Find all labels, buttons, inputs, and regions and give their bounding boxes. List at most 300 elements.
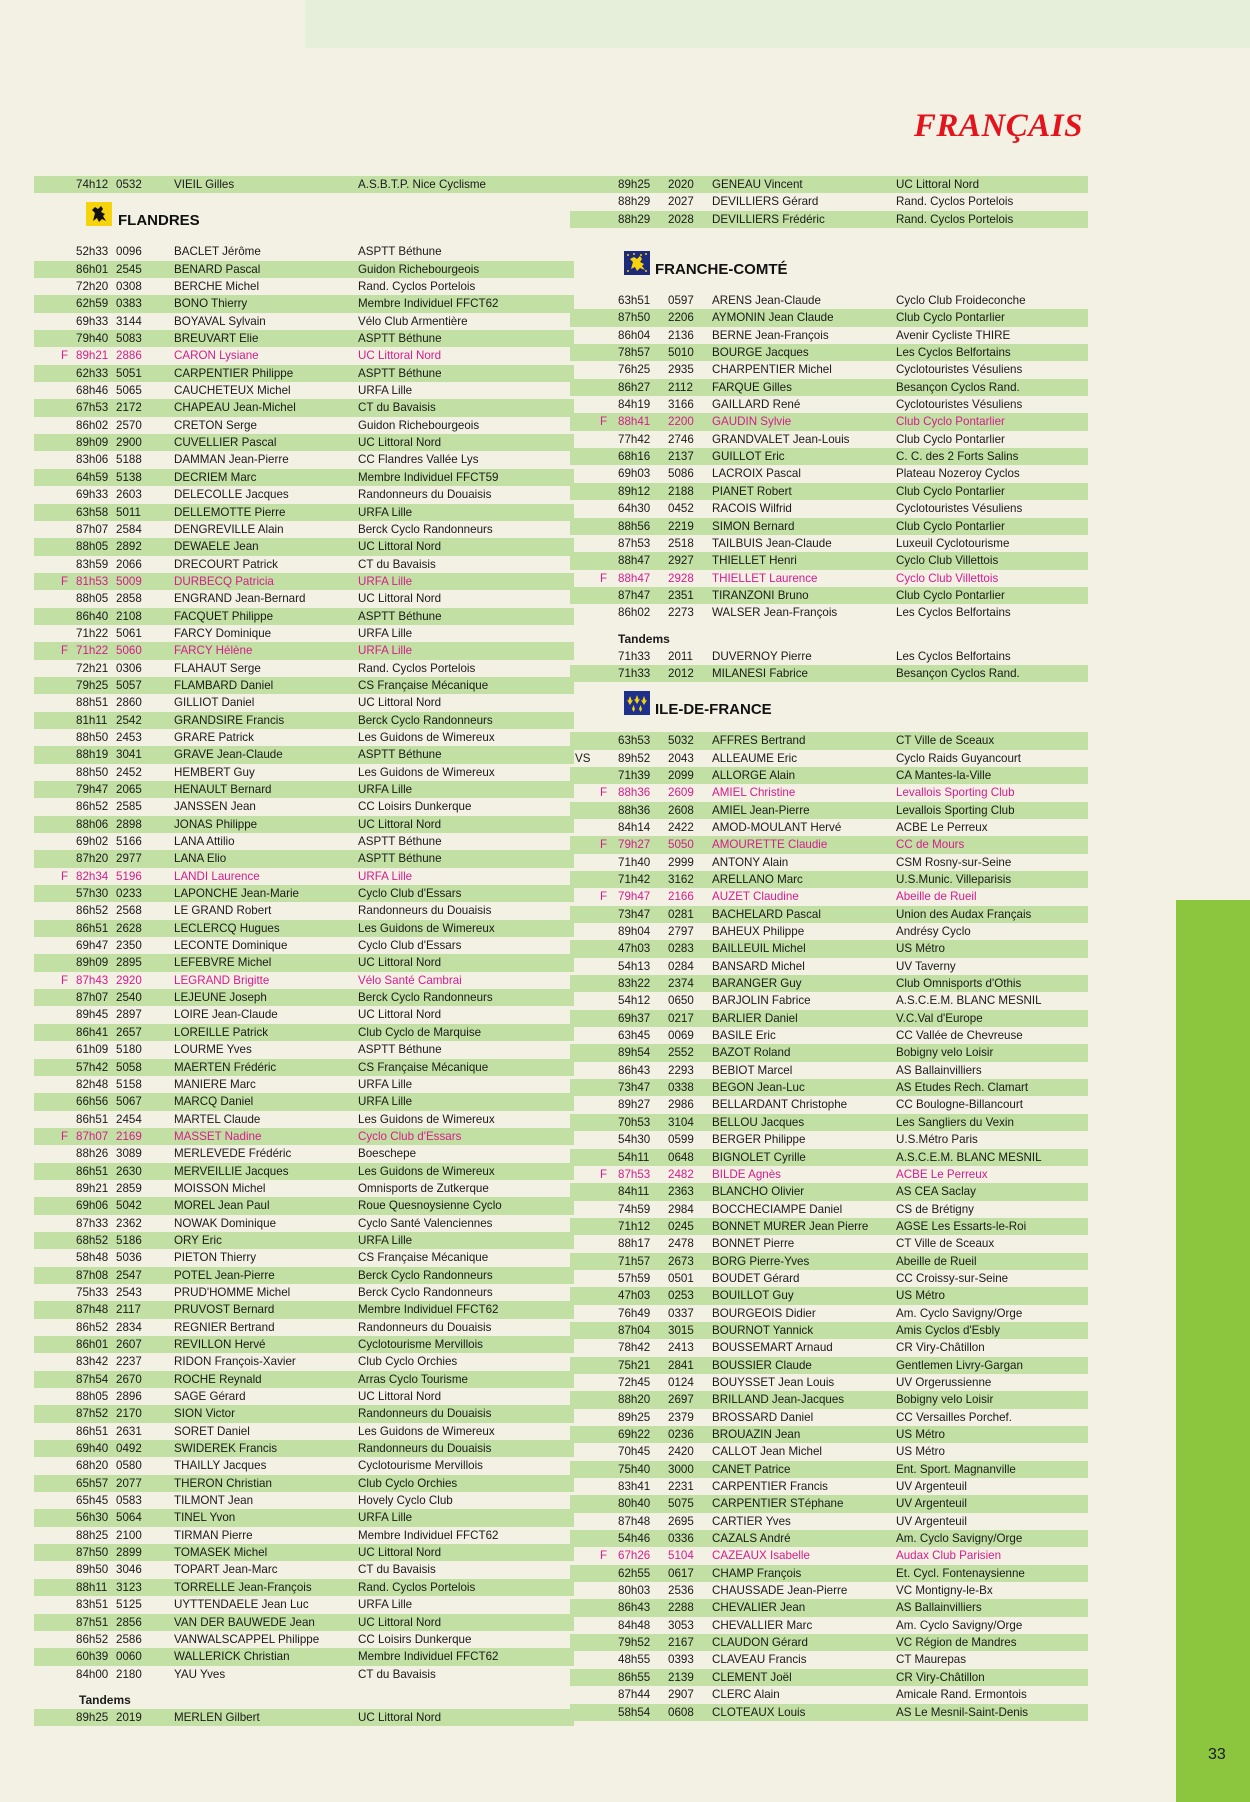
club-name: Bobigny velo Loisir	[896, 1393, 994, 1407]
finish-time: 87h07	[76, 991, 109, 1005]
bib-number: 2586	[116, 1632, 142, 1646]
finish-time: 86h43	[618, 1601, 651, 1615]
club-name: Rand. Cyclos Portelois	[896, 212, 1014, 226]
bib-number: 0501	[668, 1271, 694, 1285]
bib-number: 5060	[116, 644, 142, 658]
bib-number: 2379	[668, 1410, 694, 1424]
result-row	[34, 1024, 574, 1041]
club-name: Berck Cyclo Randonneurs	[358, 1285, 493, 1299]
finish-time: 71h12	[618, 1219, 651, 1233]
category-marker: F	[61, 1129, 69, 1143]
result-row	[34, 868, 574, 885]
finish-time: 68h46	[76, 384, 109, 398]
club-name: Rand. Cyclos Portelois	[358, 280, 476, 294]
rider-name: TIRMAN Pierre	[174, 1528, 253, 1542]
bib-number: 2231	[668, 1480, 694, 1494]
result-row	[570, 1270, 1088, 1287]
club-name: Club Cyclo Pontarlier	[896, 519, 1005, 533]
club-name: Boeschepe	[358, 1147, 417, 1161]
rider-name: BOURNOT Yannick	[712, 1323, 814, 1337]
rider-name: DRECOURT Patrick	[174, 557, 278, 571]
result-row	[570, 1704, 1088, 1721]
finish-time: 88h06	[76, 817, 109, 831]
bib-number: 2518	[668, 536, 694, 550]
finish-time: 71h57	[618, 1254, 651, 1268]
finish-time: 89h52	[618, 751, 651, 765]
left-top-list	[34, 176, 574, 193]
bib-number: 5166	[116, 835, 142, 849]
bib-number: 3123	[116, 1580, 142, 1594]
bib-number: 0245	[668, 1219, 694, 1233]
finish-time: 71h42	[618, 873, 651, 886]
category-marker: F	[600, 838, 608, 852]
bib-number: 2200	[668, 415, 694, 429]
finish-time: 82h34	[76, 869, 109, 883]
result-row	[34, 885, 574, 902]
finish-time: 83h42	[76, 1355, 109, 1369]
club-name: Am. Cyclo Savigny/Orge	[896, 1532, 1023, 1546]
result-row	[570, 361, 1088, 378]
rider-name: DELECOLLE Jacques	[174, 488, 289, 502]
result-row	[34, 295, 574, 312]
club-name: CT Ville de Sceaux	[896, 1237, 995, 1251]
rider-name: RACOIS Wilfrid	[712, 502, 792, 516]
bib-number: 2027	[668, 195, 694, 209]
finish-time: 88h56	[618, 519, 651, 533]
finish-time: 89h21	[76, 1181, 109, 1195]
result-row	[34, 1614, 574, 1631]
rider-name: BOURGE Jacques	[712, 346, 809, 360]
rider-name: BAILLEUIL Michel	[712, 942, 806, 956]
rider-name: MERLEVEDE Frédéric	[174, 1147, 292, 1161]
finish-time: 87h54	[76, 1372, 109, 1386]
result-row	[34, 1353, 574, 1370]
finish-time: 54h11	[618, 1150, 650, 1164]
rider-name: BENARD Pascal	[174, 262, 261, 276]
bib-number: 2927	[668, 554, 694, 568]
finish-time: 87h08	[76, 1268, 109, 1282]
finish-time: 86h43	[618, 1063, 651, 1077]
club-name: Club Cyclo Pontarlier	[896, 588, 1005, 602]
club-name: Club Cyclo Pontarlier	[896, 432, 1005, 446]
result-row	[34, 556, 574, 573]
rider-name: SIMON Bernard	[712, 519, 795, 533]
rider-name: VAN DER BAUWEDE Jean	[174, 1615, 315, 1629]
bib-number: 2422	[668, 820, 694, 834]
rider-name: FARQUE Gilles	[712, 380, 792, 394]
result-row	[570, 1582, 1088, 1599]
rider-name: DEVILLIERS Frédéric	[712, 212, 825, 226]
rider-name: GAUDIN Sylvie	[712, 415, 792, 429]
club-name: URFA Lille	[358, 1598, 413, 1612]
rider-name: FARCY Dominique	[174, 626, 272, 640]
club-name: ASPTT Béthune	[358, 245, 442, 259]
ile-de-france-list	[570, 732, 1088, 1721]
result-row	[34, 1709, 574, 1726]
club-name: CA Mantes-la-Ville	[896, 768, 992, 782]
club-name: URFA Lille	[358, 644, 413, 658]
result-row	[34, 920, 574, 937]
rider-name: DELLEMOTTE Pierre	[174, 505, 286, 519]
finish-time: 88h11	[76, 1580, 108, 1594]
bib-number: 2237	[116, 1355, 142, 1369]
bib-number: 2585	[116, 800, 142, 814]
result-row	[570, 1565, 1088, 1582]
rider-name: HEMBERT Guy	[174, 765, 255, 779]
rider-name: BACLET Jérôme	[174, 245, 261, 259]
result-row	[570, 1513, 1088, 1530]
rider-name: GRANDSIRE Francis	[174, 713, 285, 727]
rider-name: CARPENTIER STéphane	[712, 1497, 844, 1511]
finish-time: 88h50	[76, 730, 109, 744]
bib-number: 2542	[116, 713, 142, 727]
bib-number: 2482	[668, 1167, 694, 1181]
club-name: VC Montigny-le-Bx	[896, 1584, 993, 1598]
club-name: VC Région de Mandres	[896, 1636, 1017, 1650]
rider-name: TOMASEK Michel	[174, 1546, 268, 1560]
club-name: US Métro	[896, 1428, 945, 1441]
result-row	[570, 1010, 1088, 1027]
finish-time: 57h30	[76, 887, 109, 901]
club-name: Amicale Rand. Ermontois	[896, 1688, 1027, 1702]
bib-number: 2172	[116, 401, 142, 415]
result-row	[570, 1651, 1088, 1668]
result-row	[570, 1478, 1088, 1495]
bib-number: 2166	[668, 890, 694, 904]
result-row	[570, 396, 1088, 413]
club-name: Plateau Nozeroy Cyclos	[896, 467, 1020, 481]
result-row	[34, 1284, 574, 1301]
result-row	[34, 1371, 574, 1388]
rider-name: BOCCHECIAMPE Daniel	[712, 1202, 843, 1216]
finish-time: 75h40	[618, 1462, 651, 1476]
club-name: UV Orgerussienne	[896, 1375, 992, 1389]
club-name: Cyclo Club Froideconche	[896, 294, 1026, 308]
finish-time: 87h53	[618, 536, 651, 550]
result-row	[570, 888, 1088, 905]
bib-number: 2858	[116, 592, 142, 606]
finish-time: 88h36	[618, 786, 651, 800]
result-row	[570, 413, 1088, 430]
rider-name: LEJEUNE Joseph	[174, 991, 267, 1005]
club-name: Cyclo Raids Guyancourt	[896, 751, 1022, 765]
finish-time: 52h33	[76, 245, 109, 259]
club-name: Cyclo Club Villettois	[896, 554, 999, 568]
club-name: Club Cyclo Pontarlier	[896, 415, 1005, 429]
bib-number: 2351	[668, 588, 694, 602]
finish-time: 81h11	[76, 713, 108, 727]
rider-name: DAMMAN Jean-Pierre	[174, 453, 289, 467]
club-name: Guidon Richebourgeois	[358, 418, 480, 432]
rider-name: AUZET Claudine	[712, 890, 799, 904]
result-row	[34, 781, 574, 798]
result-row	[570, 483, 1088, 500]
finish-time: 88h29	[618, 195, 651, 209]
result-row	[34, 1544, 574, 1561]
bib-number: 2935	[668, 363, 694, 377]
bib-number: 2856	[116, 1615, 142, 1629]
bib-number: 2112	[668, 380, 693, 394]
club-name: Bobigny velo Loisir	[896, 1046, 994, 1060]
flandres-list	[34, 243, 574, 1683]
finish-time: 69h33	[76, 488, 109, 502]
club-name: US Métro	[896, 1289, 945, 1303]
club-name: Club Cyclo Pontarlier	[896, 484, 1005, 498]
result-row	[570, 1461, 1088, 1478]
club-name: Et. Cycl. Fontenaysienne	[896, 1566, 1025, 1580]
club-name: Berck Cyclo Randonneurs	[358, 713, 493, 727]
club-name: Union des Audax Français	[896, 907, 1032, 921]
bib-number: 2570	[116, 418, 142, 432]
result-row	[34, 469, 574, 486]
finish-time: 79h47	[76, 783, 109, 796]
finish-time: 87h44	[618, 1688, 651, 1702]
bib-number: 2697	[668, 1393, 694, 1407]
rider-name: THERON Christian	[174, 1476, 272, 1490]
result-row	[570, 975, 1088, 992]
rider-name: LOREILLE Patrick	[174, 1025, 269, 1039]
bib-number: 0069	[668, 1029, 694, 1043]
rider-name: SWIDEREK Francis	[174, 1442, 278, 1456]
category-marker: F	[61, 869, 69, 883]
finish-time: 79h25	[76, 678, 109, 692]
bib-number: 0452	[668, 502, 694, 516]
finish-time: 77h42	[618, 432, 651, 446]
rider-name: PRUD'HOMME Michel	[174, 1285, 291, 1299]
rider-name: REGNIER Bertrand	[174, 1320, 275, 1334]
club-name: UC Littoral Nord	[358, 696, 442, 710]
finish-time: 54h12	[618, 994, 651, 1008]
result-row	[570, 1183, 1088, 1200]
result-row	[34, 1579, 574, 1596]
bib-number: 2188	[668, 484, 694, 498]
finish-time: 68h16	[618, 450, 651, 464]
result-row	[34, 1041, 574, 1058]
result-row	[34, 608, 574, 625]
finish-time: 69h03	[618, 467, 651, 481]
rider-name: TORRELLE Jean-François	[174, 1580, 312, 1594]
club-name: UV Argenteuil	[896, 1480, 967, 1494]
rider-name: CLAVEAU Francis	[712, 1653, 807, 1667]
result-row	[570, 500, 1088, 517]
bib-number: 2137	[668, 450, 694, 464]
finish-time: 88h29	[618, 212, 651, 226]
finish-time: 79h47	[618, 890, 651, 904]
bib-number: 0597	[668, 294, 694, 308]
result-row	[570, 1339, 1088, 1356]
result-row	[570, 431, 1088, 448]
finish-time: 88h05	[76, 592, 109, 606]
result-row	[34, 590, 574, 607]
club-name: Abeille de Rueil	[896, 890, 977, 904]
club-name: Vélo Santé Cambrai	[358, 973, 462, 987]
club-name: UC Littoral Nord	[358, 436, 442, 450]
flandres-lion-flag-icon	[86, 202, 112, 226]
club-name: Cyclotouristes Vésuliens	[896, 363, 1023, 377]
result-row	[34, 1006, 574, 1023]
result-row	[570, 379, 1088, 396]
bib-number: 2206	[668, 311, 694, 325]
finish-time: 60h39	[76, 1650, 109, 1664]
finish-time: 84h14	[618, 820, 651, 834]
finish-time: 54h13	[618, 959, 651, 973]
result-row	[34, 1492, 574, 1509]
result-row	[34, 176, 574, 193]
finish-time: 74h59	[618, 1202, 651, 1216]
result-row	[570, 1322, 1088, 1339]
club-name: Les Guidons de Wimereux	[358, 921, 495, 935]
result-row	[34, 1076, 574, 1093]
finish-time: 86h52	[76, 1632, 109, 1646]
rider-name: BARANGER Guy	[712, 977, 802, 991]
result-row	[34, 1440, 574, 1457]
finish-time: 87h53	[618, 1167, 651, 1181]
finish-time: 88h20	[618, 1393, 651, 1407]
club-name: AS Etudes Rech. Clamart	[896, 1081, 1029, 1095]
club-name: URFA Lille	[358, 1077, 413, 1091]
bib-number: 5138	[116, 470, 142, 484]
club-name: Club Cyclo Pontarlier	[896, 311, 1005, 325]
bib-number: 0650	[668, 994, 694, 1008]
bib-number: 2293	[668, 1063, 694, 1077]
finish-time: 86h27	[618, 380, 651, 394]
club-name: U.S.Munic. Villeparisis	[896, 873, 1012, 886]
club-name: URFA Lille	[358, 1511, 413, 1525]
result-row	[570, 767, 1088, 784]
result-row	[34, 902, 574, 919]
rider-name: LEGRAND Brigitte	[174, 973, 270, 987]
bib-number: 0583	[116, 1494, 142, 1508]
bib-number: 3162	[668, 873, 694, 886]
bib-number: 5036	[116, 1251, 142, 1265]
finish-time: 88h05	[76, 1390, 109, 1404]
finish-time: 89h25	[76, 1710, 109, 1724]
result-row	[570, 1443, 1088, 1460]
rider-name: CLEMENT Joël	[712, 1670, 792, 1684]
bib-number: 2452	[116, 765, 142, 779]
result-row	[570, 1079, 1088, 1096]
result-row	[34, 1666, 574, 1683]
finish-time: 86h02	[618, 606, 651, 620]
rider-name: CANET Patrice	[712, 1462, 791, 1476]
rider-name: FACQUET Philippe	[174, 609, 274, 623]
rider-name: LOURME Yves	[174, 1043, 252, 1057]
club-name: URFA Lille	[358, 574, 413, 588]
bib-number: 0253	[668, 1289, 694, 1303]
rider-name: BOUSSEMART Arnaud	[712, 1341, 833, 1355]
finish-time: 63h53	[618, 734, 651, 748]
category-marker: F	[61, 349, 69, 363]
bib-number: 2568	[116, 904, 142, 918]
finish-time: 87h48	[618, 1514, 651, 1528]
finish-time: 76h49	[618, 1306, 651, 1320]
flandres-tandems-list	[34, 1709, 574, 1726]
bib-number: 2984	[668, 1202, 694, 1216]
result-row	[34, 1145, 574, 1162]
finish-time: 71h33	[618, 649, 651, 663]
result-row	[570, 923, 1088, 940]
rider-name: CRETON Serge	[174, 418, 257, 432]
page-number: 33	[1208, 1746, 1226, 1763]
result-row	[34, 1405, 574, 1422]
finish-time: 84h00	[76, 1667, 109, 1681]
bib-number: 2657	[116, 1025, 142, 1039]
finish-time: 69h47	[76, 939, 109, 953]
bib-number: 3046	[116, 1563, 142, 1577]
rider-name: BERCHE Michel	[174, 280, 260, 294]
finish-time: 87h47	[618, 588, 651, 602]
rider-name: BROUAZIN Jean	[712, 1428, 801, 1441]
club-name: A.S.C.E.M. BLANC MESNIL	[896, 994, 1042, 1008]
club-name: Berck Cyclo Randonneurs	[358, 991, 493, 1005]
finish-time: 75h33	[76, 1285, 109, 1299]
club-name: C. C. des 2 Forts Salins	[896, 450, 1019, 464]
rider-name: THIELLET Henri	[712, 554, 797, 568]
rider-name: BONNET MURER Jean Pierre	[712, 1219, 869, 1233]
club-name: CT Ville de Sceaux	[896, 734, 995, 748]
club-name: URFA Lille	[358, 783, 413, 796]
rider-name: TIRANZONI Bruno	[712, 588, 809, 602]
result-row	[570, 292, 1088, 309]
finish-time: 86h52	[76, 800, 109, 814]
result-row	[570, 193, 1088, 210]
category-marker: F	[600, 571, 608, 585]
region-header-ile-de-france	[570, 682, 1088, 728]
result-row	[34, 937, 574, 954]
finish-time: 82h48	[76, 1077, 109, 1091]
rider-name: LOIRE Jean-Claude	[174, 1008, 278, 1022]
bib-number: 2920	[116, 973, 142, 987]
result-row	[34, 712, 574, 729]
rider-name: CHAUSSADE Jean-Pierre	[712, 1584, 848, 1598]
finish-time: 84h19	[618, 398, 651, 412]
result-row	[570, 1114, 1088, 1131]
bib-number: 2028	[668, 212, 694, 226]
franche-comte-lion-flag-icon	[624, 251, 650, 275]
rider-name: THAILLY Jacques	[174, 1459, 267, 1473]
rider-name: FARCY Hélène	[174, 644, 253, 658]
rider-name: AMIEL Jean-Pierre	[712, 803, 810, 817]
result-row	[34, 1631, 574, 1648]
tandems-label: Tandems	[618, 631, 670, 646]
bib-number: 2180	[116, 1667, 142, 1681]
bib-number: 2584	[116, 522, 142, 536]
rider-name: CLAUDON Gérard	[712, 1636, 808, 1650]
rider-name: FLAHAUT Serge	[174, 661, 261, 675]
franche-comte-tandems-list	[570, 648, 1088, 683]
result-row	[34, 365, 574, 382]
result-row	[570, 958, 1088, 975]
result-row	[34, 486, 574, 503]
category-marker: F	[600, 415, 608, 429]
rider-name: POTEL Jean-Pierre	[174, 1268, 275, 1282]
bib-number: 2900	[116, 436, 142, 450]
finish-time: 88h19	[76, 748, 109, 762]
result-row	[34, 1509, 574, 1526]
bib-number: 2288	[668, 1601, 694, 1615]
bib-number: 2628	[116, 921, 142, 935]
bib-number: 0308	[116, 280, 142, 294]
finish-time: 88h17	[618, 1237, 651, 1251]
rider-name: LE GRAND Robert	[174, 904, 272, 918]
finish-time: 83h59	[76, 557, 109, 571]
result-row	[34, 642, 574, 659]
club-name: UV Argenteuil	[896, 1497, 967, 1511]
bib-number: 2170	[116, 1407, 142, 1421]
result-row	[570, 1374, 1088, 1391]
club-name: Andrésy Cyclo	[896, 925, 971, 939]
finish-time: 58h54	[618, 1705, 651, 1719]
